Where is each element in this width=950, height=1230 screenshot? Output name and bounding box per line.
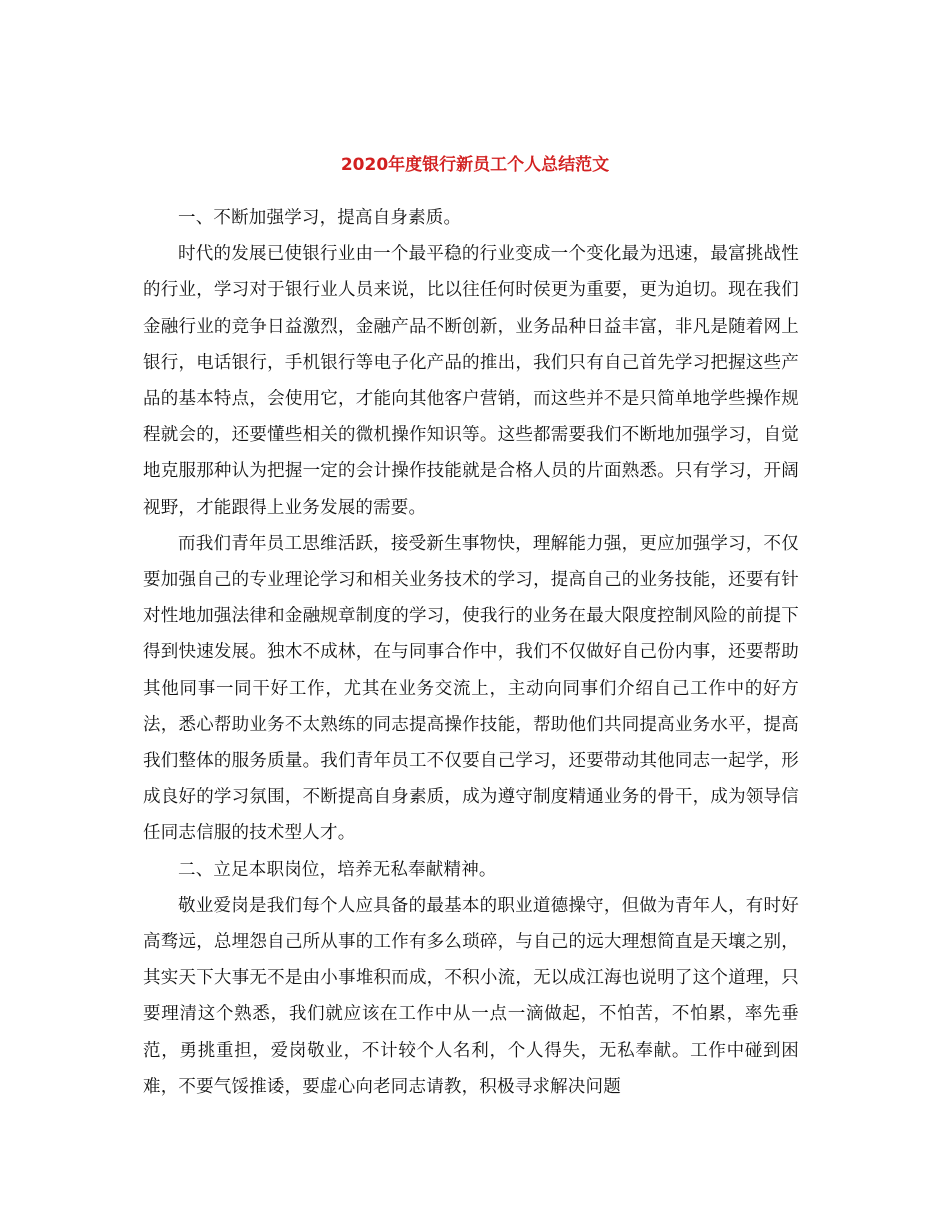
body-paragraph: 而我们青年员工思维活跃，接受新生事物快，理解能力强，更应加强学习，不仅要加强自己的专业理论学习和相关业务技术的学习，提高自己的业务技能，还要有针对性地加强法律和金融规章制度的学习，使我行的业务在最大限度控制风险的前提下得到快速发展。独木不成林，在与同事合作中，我们不仅做好自己份内事，还要帮助其他同事一同干好工作，尤其在业务交流上，主动向同事们介绍自己工作中的好方法，悉心帮助业务不太熟练的同志提高操作技能，帮助他们共同提高业务水平，提高我们整体的服务质量。我们青年员工不仅要自己学习，还要带动其他同志一起学，形成良好的学习氛围，不断提高自身素质，成为遵守制度精通业务的骨干，成为领导信任同志信服的技术型人才。 [143, 533, 799, 844]
body-paragraph: 时代的发展已使银行业由一个最平稳的行业变成一个变化最为迅速，最富挑战性的行业，学习对于银行业人员来说，比以往任何时侯更为重要，更为迫切。现在我们金融行业的竞争日益激烈，金融产品不断创新，业务品种日益丰富，非凡是随着网上银行，电话银行，手机银行等电子化产品的推出，我们只有自己首先学习把握这些产品的基本特点，会使用它，才能向其他客户营销，而这些并不是只简单地学些操作规程就会的，还要懂些相关的微机操作知识等。这些都需要我们不断地加强学习，自觉地克服那种认为把握一定的会计操作技能就是合格人员的片面熟悉。只有学习，开阔视野，才能跟得上业务发展的需要。 [143, 244, 799, 518]
section-heading-2: 二、立足本职岗位，培养无私奉献精神。 [178, 859, 497, 880]
document-title: 2020年度银行新员工个人总结范文 [340, 155, 610, 176]
document-body [143, 200, 799, 1105]
body-paragraph: 敬业爱岗是我们每个人应具备的最基本的职业道德操守，但做为青年人，有时好高骛远，总埋怨自己所从事的工作有多么琐碎，与自己的远大理想简直是天壤之别，其实天下大事无不是由小事堆积而成，不积小流，无以成江海也说明了这个道理，只要理清这个熟悉，我们就应该在工作中从一点一滴做起，不怕苦，不怕累，率先垂范，勇挑重担，爱岗敬业，不计较个人名利，个人得失，无私奉献。工作中碰到困难，不要气馁推诿，要虚心向老同志请教，积极寻求解决问题 [143, 895, 799, 1097]
section-heading-1: 一、不断加强学习，提高自身素质。 [178, 208, 462, 228]
